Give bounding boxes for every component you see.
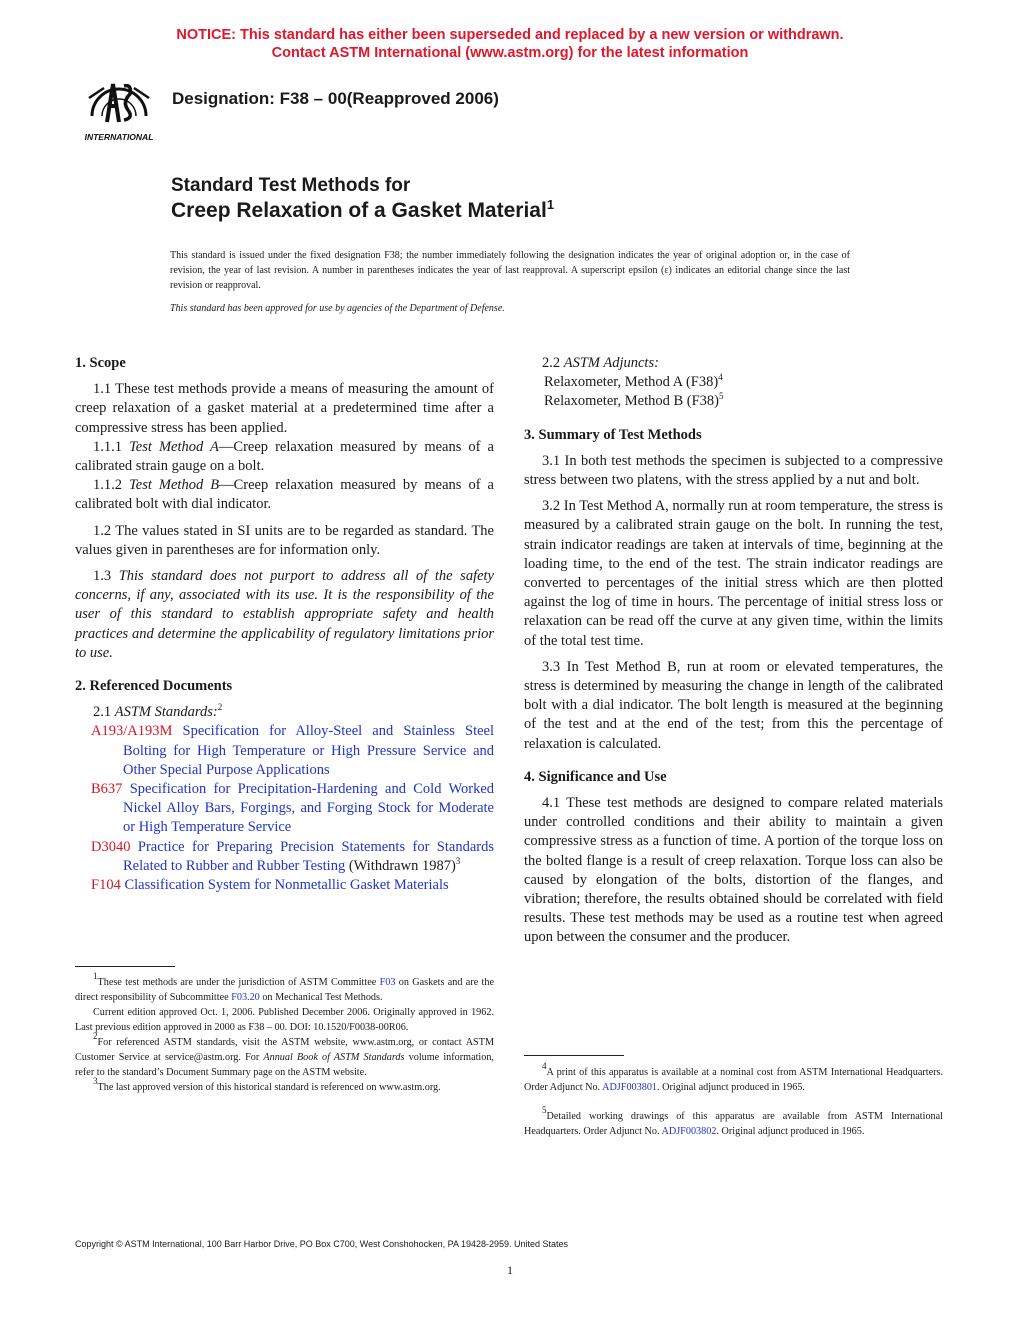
footnote-text: The last approved version of this historical standard is referenced on www.astm.org. (97, 1082, 441, 1093)
para-number: 1.1.1 (93, 438, 122, 455)
para-number: 1.3 (93, 568, 112, 585)
para-text: —Creep relaxation measured by means of a calibrated bolt with dial indicator. (75, 477, 494, 513)
para-3-3: 3.3 In Test Method B, run at room or elevated temperatures, the stress is determined by measuring the change in length of the calibrated bolt with a dial indicator. The bolt length is measured at the beginning of the test and at the end of the test; from this the percentage of relaxation is calculated. (524, 658, 943, 752)
reference-code[interactable]: D3040 (91, 838, 131, 855)
para-number: 2.2 (542, 355, 561, 371)
section-1-heading: 1. Scope (75, 355, 126, 371)
section-4-heading: 4. Significance and Use (524, 768, 667, 785)
para-3-1: 3.1 In both test methods the specimen is subjected to a compressive stress between two platens, with the stress applied by a nut and bolt. (524, 452, 943, 489)
footnote-text: A print of this apparatus is available at a nominal cost from ASTM International Headquarters. Order Adjunct No. (524, 1067, 943, 1093)
footnote-number: 5 (542, 1105, 547, 1115)
para-1-3 (75, 567, 494, 663)
footnote-ref: 3 (455, 855, 461, 866)
committee-link[interactable]: F03 (379, 977, 396, 988)
notice-line-2: Contact ASTM International (www.astm.org) for the latest information (271, 45, 749, 61)
section-3-heading: 3. Summary of Test Methods (524, 426, 702, 443)
footnote-2 (75, 1031, 494, 1080)
title-text: Creep Relaxation of a Gasket Material (171, 199, 547, 222)
footnote-ref: 2 (217, 702, 223, 713)
reference-b637[interactable] (91, 780, 494, 838)
footnote-text: These test methods are under the jurisdiction of ASTM Committee (97, 977, 380, 988)
footnote-1 (75, 971, 494, 1005)
supersede-notice (0, 26, 1020, 62)
adjunct-link[interactable]: ADJF003801 (602, 1082, 658, 1093)
reference-code[interactable]: F104 (91, 877, 121, 894)
footnote-number: 3 (93, 1076, 98, 1086)
para-1-1-1 (75, 438, 494, 476)
footnote-number: 2 (93, 1031, 98, 1041)
footnote-3 (75, 1076, 494, 1095)
subcommittee-link[interactable]: F03.20 (231, 992, 260, 1003)
left-footnotes (75, 971, 494, 1095)
footnote-4 (524, 1061, 943, 1095)
reference-link[interactable]: Specification for Alloy-Steel and Stainless Steel Bolting for High Temperature or High Pressure Service and Other Special Purpose Applications (123, 723, 495, 778)
footnote-text: . Original adjunct produced in 1965. (657, 1082, 805, 1093)
para-1-2: 1.2 The values stated in SI units are to be regarded as standard. The values given in parentheses are for information only. (75, 522, 494, 558)
footnote-text: . Original adjunct produced in 1965. (716, 1126, 865, 1137)
para-2-2 (524, 354, 943, 373)
footnote-divider (75, 966, 175, 967)
para-number: 1.1.2 (93, 477, 122, 494)
reference-list (75, 722, 494, 895)
para-2-1 (75, 703, 494, 722)
adjunct-text: Relaxometer, Method B (F38) (544, 393, 719, 410)
reference-a193[interactable] (91, 722, 494, 780)
footnote-text: Detailed working drawings of this apparatus are available from ASTM International Headquarters. Order Adjunct No. (524, 1111, 943, 1137)
reference-code[interactable]: B637 (91, 781, 123, 798)
para-number: 2.1 (93, 704, 112, 721)
title-line-1: Standard Test Methods for (171, 175, 411, 196)
footnote-number: 4 (542, 1061, 547, 1071)
adjunct-2 (524, 392, 943, 411)
para-3-2: 3.2 In Test Method A, normally run at room temperature, the stress is measured by a calibrated strain gauge on the bolt. In running the test, strain indicator readings are taken at intervals of time, beginning at the loading time, to the end of the test. The strain indicator readings are converted to percentages of the initial stress which are then plotted against the log of time in hours. The percentage of initial stress loss or relaxation can be read off the curve at any given time, within the limits of the total test time. (524, 498, 944, 649)
withdrawn-note: (Withdrawn 1987) (345, 857, 456, 874)
footnote-5 (524, 1105, 943, 1139)
adjunct-link[interactable]: ADJF003802 (661, 1126, 717, 1137)
footnote-1-edition: Current edition approved Oct. 1, 2006. Published December 2006. Originally approved in 1962. Last previous edition approved in 2000 as F38 – 00. DOI: 10.1520/F0038-00R06. (75, 1007, 494, 1033)
title-footnote-ref: 1 (546, 197, 555, 212)
footnote-ref: 4 (718, 372, 723, 383)
reference-code[interactable]: A193/A193M (91, 723, 173, 740)
footnote-ref: 5 (719, 391, 724, 402)
right-footnotes (524, 1061, 943, 1139)
method-a-label: Test Method A (129, 438, 219, 455)
copyright-line: Copyright © ASTM International, 100 Barr Harbor Drive, PO Box C700, West Conshohocken, PA 19428-2959. United States (75, 1239, 569, 1249)
approved-note: This standard has been approved for use by agencies of the Department of Defense. (170, 303, 505, 314)
adjunct-1 (524, 373, 943, 392)
para-text: —Creep relaxation measured by means of a calibrated strain gauge on a bolt. (75, 438, 494, 475)
left-column (75, 354, 494, 895)
astm-logo (74, 76, 164, 146)
footnote-text: on Gaskets and are the direct responsibility of Subcommittee (75, 977, 494, 1003)
footnote-text: on Mechanical Test Methods. (259, 992, 383, 1003)
safety-statement: This standard does not purport to address all of the safety concerns, if any, associated with its use. It is the responsibility of the user of this standard to establish appropriate safety and health practices and determine the applicability of regulatory limitations prior to use. (75, 568, 494, 661)
page-number: 1 (507, 1263, 513, 1277)
adjuncts-label: ASTM Adjuncts: (563, 355, 659, 371)
reference-link[interactable]: Specification for Precipitation-Hardening and Cold Worked Nickel Alloy Bars, Forgings, and Forging Stock for Moderate or High Temperature Service (123, 781, 494, 836)
para-1-1: 1.1 These test methods provide a means of measuring the amount of creep relaxation of a gasket material at a predetermined time after a compressive stress has been applied. (75, 381, 494, 436)
notice-line-1: NOTICE: This standard has either been superseded and replaced by a new version or withdrawn. (176, 27, 844, 43)
reference-link[interactable]: Classification System for Nonmetallic Gasket Materials (124, 877, 449, 894)
reference-f104[interactable] (91, 876, 494, 895)
logo-text: INTERNATIONAL (84, 132, 154, 142)
footnote-text: volume information, refer to the standard’s Document Summary page on the ASTM website. (75, 1052, 494, 1078)
para-4-1: 4.1 These test methods are designed to compare related materials under controlled conditions and their ability to maintain a given compressive stress as a function of time. A portion of the torque loss on the bolted flange is a result of creep relaxation. Torque loss can also be caused by elongation of the bolts, distortion of the flanges, and vibration; therefore, the results obtained should be correlated with field results. These test methods may be used as a routine test when agreed upon between the consumer and the producer. (524, 795, 943, 946)
annual-book-title: Annual Book of ASTM Standards (263, 1052, 405, 1063)
section-2-heading: 2. Referenced Documents (75, 678, 233, 695)
footnote-text: For referenced ASTM standards, visit the ASTM website, www.astm.org, or contact ASTM Customer Service at service@astm.org. For (75, 1037, 494, 1063)
astm-standards-label: ASTM Standards: (114, 704, 218, 721)
footnote-number: 1 (93, 971, 98, 981)
title-line-2 (171, 199, 554, 223)
method-b-label: Test Method B (129, 477, 220, 494)
reference-link[interactable]: Practice for Preparing Precision Statements for Standards Related to Rubber and Rubber Testing (123, 838, 494, 874)
para-1-1-2 (75, 476, 494, 514)
footnote-divider (524, 1055, 624, 1056)
issued-note: This standard is issued under the fixed designation F38; the number immediately following the designation indicates the year of original adoption or, in the case of revision, the year of last revision. A number in parentheses indicates the year of last reapproval. A superscript epsilon (ε) indicates an editorial change since the last revision or reapproval. (170, 250, 850, 291)
adjunct-text: Relaxometer, Method A (F38) (544, 374, 719, 391)
right-column (524, 354, 943, 948)
reference-d3040[interactable] (91, 838, 494, 876)
designation: Designation: F38 – 00(Reapproved 2006) (172, 89, 499, 108)
